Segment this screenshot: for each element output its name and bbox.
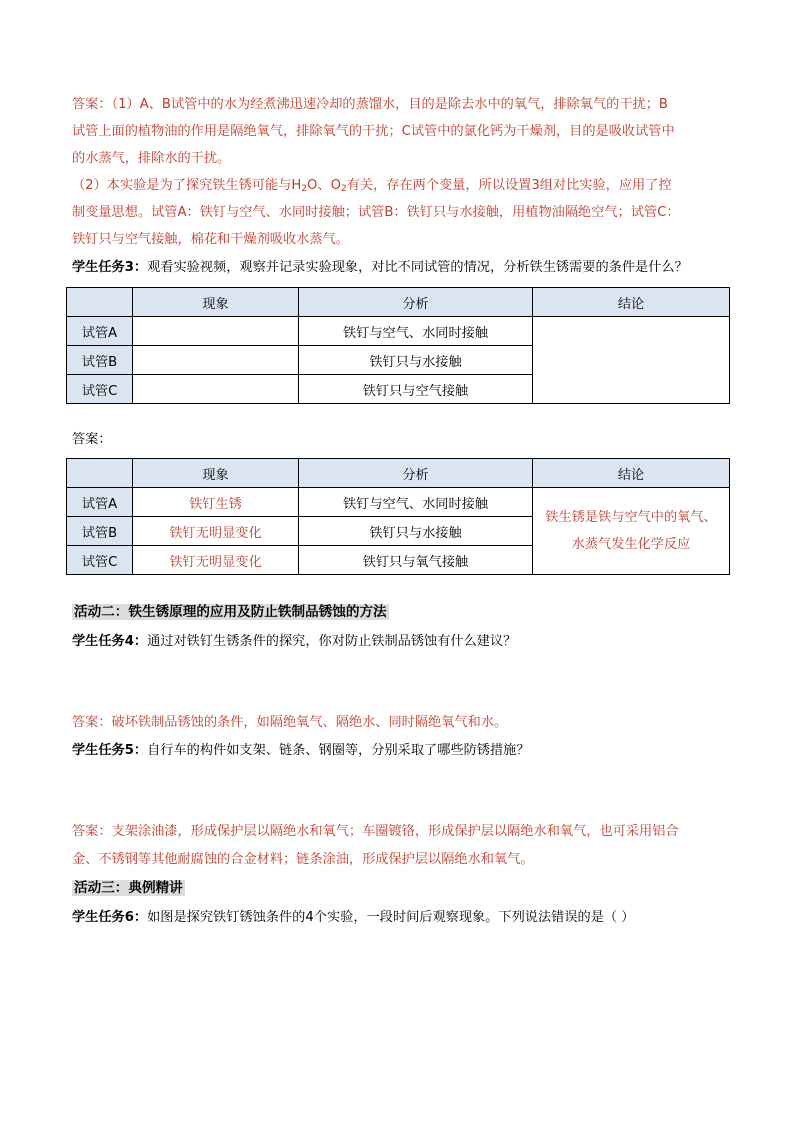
task4-label: 学生任务4： xyxy=(72,634,148,649)
table-header-cell xyxy=(67,288,133,317)
analysis-cell: 铁钉只与水接触 xyxy=(299,346,533,375)
table-row xyxy=(67,317,730,346)
task3-label: 学生任务3： xyxy=(72,260,148,275)
conclusion-line: 铁生锈是铁与空气中的氧气、 xyxy=(545,510,717,525)
table-header-row xyxy=(67,288,730,317)
answer2-label: 答案： xyxy=(72,432,112,447)
subscript-2: 2 xyxy=(301,184,308,194)
row-label: 试管A xyxy=(67,317,133,346)
answer1-line4-post: 有关，存在两个变量，所以设置3组对比实验，应用了控 xyxy=(346,178,672,193)
table-header-cell: 结论 xyxy=(533,288,730,317)
table-header-cell: 现象 xyxy=(133,288,299,317)
phenomenon-cell xyxy=(133,346,299,375)
observation-table xyxy=(66,287,730,404)
phenomenon-cell xyxy=(133,375,299,404)
table-row xyxy=(67,488,730,517)
phenomenon-cell: 铁钉生锈 xyxy=(133,488,299,517)
subscript-2: 2 xyxy=(341,184,347,194)
task4-line xyxy=(72,632,516,652)
analysis-cell: 铁钉只与空气接触 xyxy=(299,375,533,404)
conclusion-cell xyxy=(533,317,730,404)
analysis-cell: 铁钉与空气、水同时接触 xyxy=(299,488,533,517)
conclusion-cell xyxy=(533,488,730,575)
row-label: 试管A xyxy=(67,488,133,517)
activity3-title: 活动三：典例精讲 xyxy=(74,880,183,896)
answer1-line6: 铁钉只与空气接触，棉花和干燥剂吸收水蒸气。 xyxy=(72,232,349,247)
task5-text: 自行车的构件如支架、链条、钢圈等，分别采取了哪些防锈措施？ xyxy=(147,743,530,758)
table-header-cell xyxy=(67,459,133,488)
row-label: 试管B xyxy=(67,346,133,375)
answer5-line2: 金、不锈钢等其他耐腐蚀的合金材料；链条涂油，形成保护层以隔绝水和氧气。 xyxy=(72,852,534,867)
task5-line xyxy=(72,741,530,761)
task6-text: 如图是探究铁钉锈蚀条件的4个实验，一段时间后观察现象。下列说法错误的是（ ） xyxy=(147,910,635,925)
analysis-cell: 铁钉只与氧气接触 xyxy=(299,546,533,575)
task3-text: 观看实验视频，观察并记录实验现象，对比不同试管的情况，分析铁生锈需要的条件是什么？ xyxy=(147,260,688,275)
table-header-cell: 分析 xyxy=(299,459,533,488)
answer1-line5: 制变量思想。试管A：铁钉与空气、水同时接触；试管B：铁钉只与水接触，用植物油隔绝空气；试管C： xyxy=(72,205,680,220)
activity2-heading xyxy=(72,602,389,623)
table-header-cell: 结论 xyxy=(533,459,730,488)
phenomenon-cell: 铁钉无明显变化 xyxy=(133,546,299,575)
answer5-line1: 答案：支架涂油漆，形成保护层以隔绝水和氧气；车圈镀铬，形成保护层以隔绝水和氧气，也可采用铝合 xyxy=(72,824,679,839)
answer-table xyxy=(66,458,730,575)
table-header-cell: 现象 xyxy=(133,459,299,488)
row-label: 试管B xyxy=(67,517,133,546)
analysis-cell: 铁钉与空气、水同时接触 xyxy=(299,317,533,346)
phenomenon-cell xyxy=(133,317,299,346)
table-header-cell: 分析 xyxy=(299,288,533,317)
row-label: 试管C xyxy=(67,375,133,404)
task5-label: 学生任务5： xyxy=(72,743,148,758)
answer4: 答案：破坏铁制品锈蚀的条件，如隔绝氧气、隔绝水、同时隔绝氧气和水。 xyxy=(72,715,508,730)
task6-line xyxy=(72,908,634,928)
analysis-cell: 铁钉只与水接触 xyxy=(299,517,533,546)
answer1-line4-pre: （2）本实验是为了探究铁生锈可能与H xyxy=(72,178,302,193)
phenomenon-cell: 铁钉无明显变化 xyxy=(133,517,299,546)
answer1-line2: 试管上面的植物油的作用是隔绝氧气，排除氧气的干扰；C试管中的氯化钙为干燥剂，目的是吸收试管中 xyxy=(72,124,675,139)
task6-label: 学生任务6： xyxy=(72,910,148,925)
activity3-heading xyxy=(72,878,185,899)
task3-line xyxy=(72,258,688,278)
table-header-row xyxy=(67,459,730,488)
answer1-line4-mid: O、O xyxy=(307,178,341,193)
answer1-line3: 的水蒸气，排除水的干扰。 xyxy=(72,151,231,166)
answer1-line4 xyxy=(72,176,672,199)
activity2-title: 活动二：铁生锈原理的应用及防止铁制品锈蚀的方法 xyxy=(74,604,387,620)
answer1-line1: 答案：（1）A、B试管中的水为经煮沸迅速冷却的蒸馏水，目的是除去水中的氧气，排除氧气的干扰；B xyxy=(72,97,668,112)
conclusion-line: 水蒸气发生化学反应 xyxy=(571,537,691,552)
row-label: 试管C xyxy=(67,546,133,575)
task4-text: 通过对铁钉生锈条件的探究，你对防止铁制品锈蚀有什么建议？ xyxy=(147,634,517,649)
